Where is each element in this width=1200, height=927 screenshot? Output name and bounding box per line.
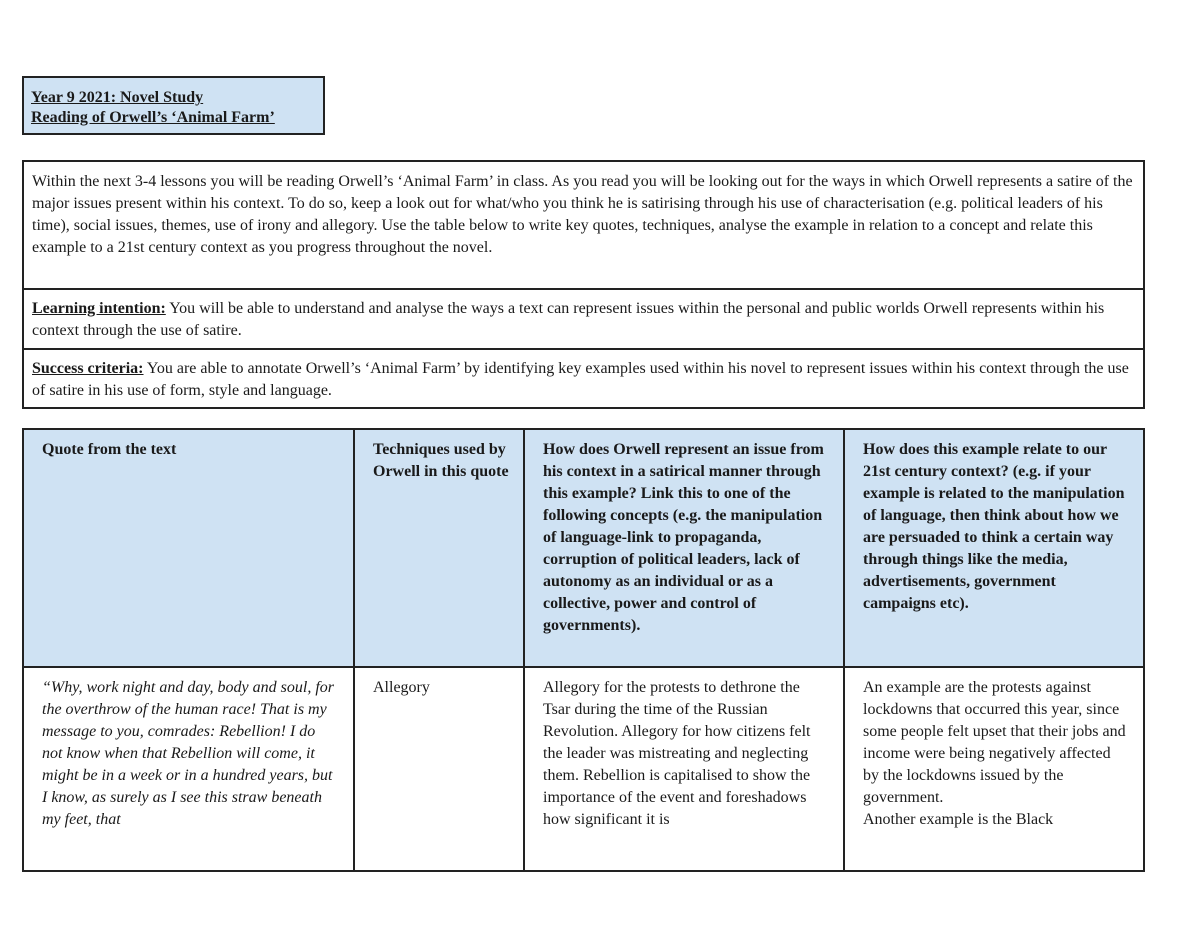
document-title bbox=[22, 76, 325, 135]
cell-satire-concept: Allegory for the protests to dethrone the Tsar during the time of the Russian Revolution. Allegory for how citizens felt the leader was mistreating and neglecting them. Rebellion is capitalised to show the importance of the event and foreshadows how significant it is bbox=[543, 679, 811, 828]
table-row-divider bbox=[24, 666, 1143, 668]
cell-quote: “Why, work night and day, body and soul, for the overthrow of the human race! That is my message to you, comrades: Rebellion! I do not know when that Rebellion will come, it might be in a week or in a hundred years, but I know, as surely as I see this straw beneath my feet, that bbox=[42, 679, 334, 828]
header-satire-concept: How does Orwell represent an issue from his context in a satirical manner through this example? Link this to one of the following concepts (e.g. the manipulation of language-link to propaganda, corruption of political leaders, lack of autonomy as an individual or as a collective, power and control of governments). bbox=[525, 430, 843, 666]
table-column-divider bbox=[523, 430, 525, 870]
header-21st-century: How does this example relate to our 21st century context? (e.g. if your example is related to the manipulation of language, then think about how we are persuaded to think a certain way through things like the media, advertisements, government campaigns etc). bbox=[845, 430, 1143, 666]
success-criteria-text: You are able to annotate Orwell’s ‘Animal Farm’ by identifying key examples used within his novel to represent issues within his context through the use of satire in his use of form, style and language. bbox=[32, 360, 1129, 399]
header-techniques: Techniques used by Orwell in this quote bbox=[355, 430, 523, 666]
table-column-divider bbox=[353, 430, 355, 870]
learning-intention bbox=[24, 288, 1143, 348]
title-line-1: Year 9 2021: Novel Study bbox=[31, 89, 204, 106]
novel-study-table bbox=[22, 428, 1145, 872]
header-quote: Quote from the text bbox=[24, 430, 353, 666]
success-criteria bbox=[24, 348, 1143, 407]
learning-intention-text: You will be able to understand and analyse the ways a text can represent issues within the personal and public worlds Orwell represents within his context through the use of satire. bbox=[32, 300, 1105, 339]
cell-techniques: Allegory bbox=[373, 679, 430, 696]
intro-box bbox=[22, 160, 1145, 409]
table-column-divider bbox=[843, 430, 845, 870]
intro-instructions: Within the next 3-4 lessons you will be reading Orwell’s ‘Animal Farm’ in class. As you read you will be looking out for the ways in which Orwell represents a satire of the major issues present within his context. To do so, keep a look out for what/who you think he is satirising through his use of characterisation (e.g. political leaders of his time), social issues, themes, use of irony and allegory. Use the table below to write key quotes, techniques, analyse the example in relation to a concept and relate this example to a 21st century context as you progress throughout the novel. bbox=[32, 173, 1133, 256]
success-criteria-label: Success criteria: bbox=[32, 360, 144, 377]
cell-21st-century: An example are the protests against lockdowns that occurred this year, since some people felt upset that their jobs and income were being negatively affected by the lockdowns issued by the government. Another example is the Black bbox=[863, 679, 1126, 828]
title-line-2: Reading of Orwell’s ‘Animal Farm’ bbox=[31, 109, 275, 126]
learning-intention-label: Learning intention: bbox=[32, 300, 166, 317]
